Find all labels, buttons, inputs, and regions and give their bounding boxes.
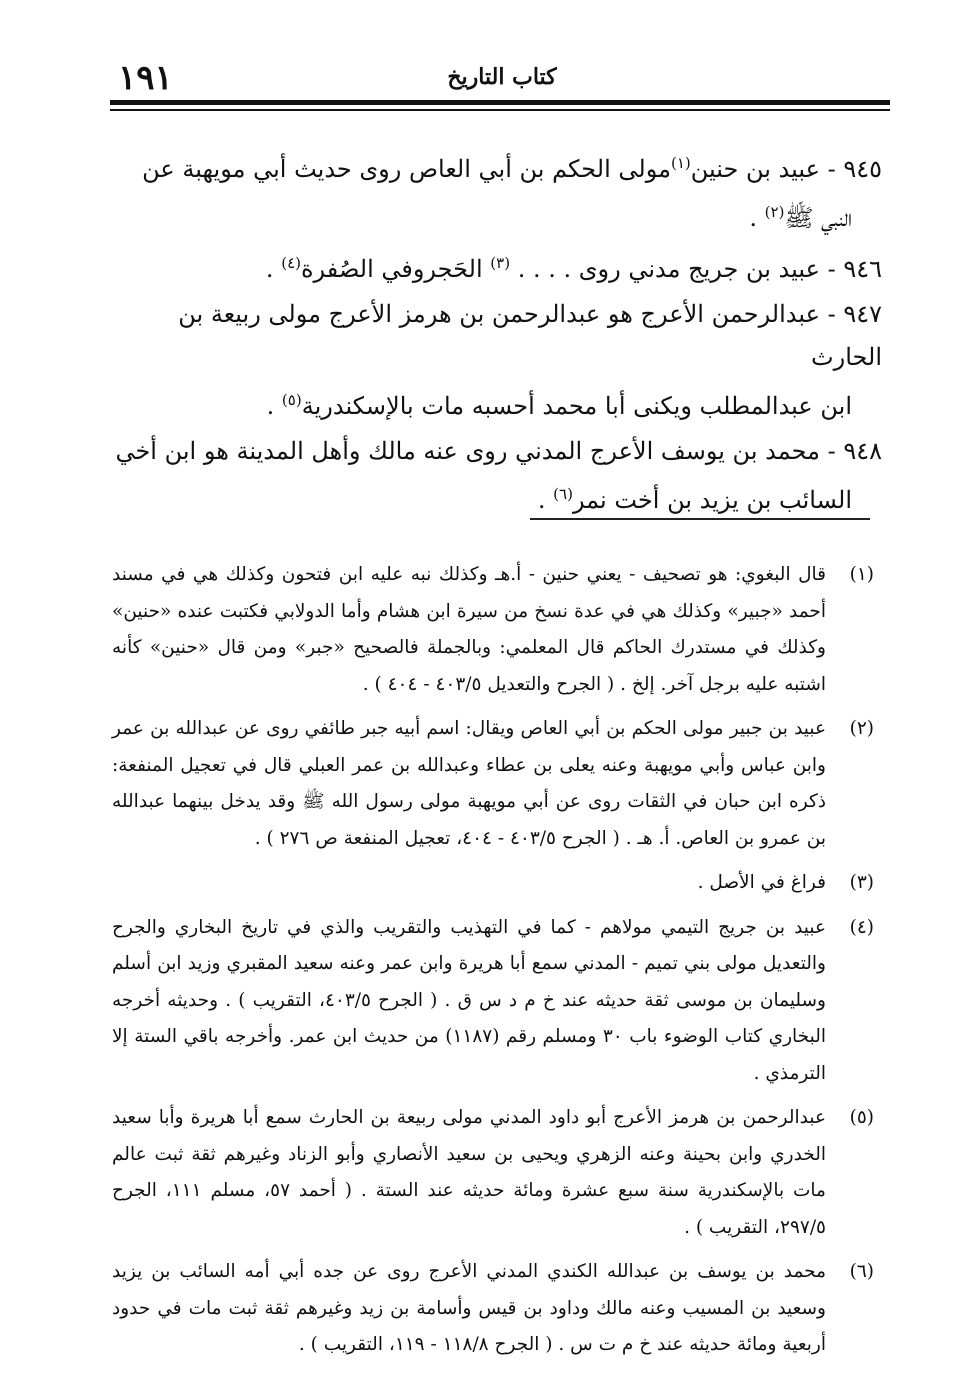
entry-text: عبدالرحمن الأعرج هو عبدالرحمن بن هرمز الأعرج مولى ربيعة بن الحارث xyxy=(178,300,882,371)
footnote-mark: (٤) xyxy=(849,916,874,938)
footnote-separator xyxy=(530,518,870,520)
entry-continuation xyxy=(112,191,882,240)
page-header xyxy=(112,58,892,98)
entry-text: محمد بن يوسف الأعرج المدني روى عنه مالك وأهل المدينة هو ابن أخي xyxy=(115,437,820,465)
footnote-ref: (٥) xyxy=(281,391,302,409)
entry-text: السائب بن يزيد بن أخت نمر xyxy=(572,486,852,514)
entry-text: مولى الحكم بن أبي العاص روى حديث أبي مويهبة عن xyxy=(142,155,671,183)
footnote-1 xyxy=(112,557,874,703)
entry-text: عبيد بن حنين xyxy=(690,155,820,183)
entry-945: ٩٤٥ - عبيد بن حنين$^{(١)}$مولى الحكم بن أبي العاص روى حديث أبي مويهبة عن النبي ﷺ$^{(٢)}$ . xyxy=(112,142,882,240)
footnote-mark: (٢) xyxy=(849,718,874,739)
running-title: كتاب التاريخ xyxy=(447,64,557,90)
footnote-ref: (٢) xyxy=(764,203,785,221)
footnote-ref: (٣) xyxy=(490,254,511,272)
footnote-mark: (٥) xyxy=(849,1107,874,1128)
footnote-text: عبدالرحمن بن هرمز الأعرج أبو داود المدني مولى ربيعة بن الحارث سمع أبا هريرة وأبا سعيد الخدري وابن بحينة وعنه الزهري ويحيى بن سعيد الأنصاري وأبو الزناد وغيرهم ثقة ثبت عالم مات بالإسكندرية سنة سبع عشرة ومائة حديثه عند الستة . ( أحمد ٥٧، مسلم ١١١، الجرح ٢٩٧/٥، التقريب ) . xyxy=(112,1107,826,1238)
footnote-text: قال البغوي: هو تصحيف - يعني حنين - أ.هـ وكذلك نبه عليه ابن فتحون وكذلك هي في مسند أحمد «جبير» وكذلك هي في عدة نسخ من سيرة ابن هشام وأما الدولابي فكتبت عنده «حنين» وكذلك في مستدرك الحاكم قال المعلمي: وبالجملة فالصحيح «جبر» ومن قال «حنين» كأنه اشتبه عليه برجل آخر. إلخ . ( الجرح والتعديل ٤٠٣/٥ - ٤٠٤ ) . xyxy=(112,564,826,695)
footnote-text: عبيد بن جريج التيمي مولاهم - كما في التهذيب والتقريب والذي في تاريخ البخاري والجرح والتعديل مولى بني تميم - المدني سمع أبا هريرة وابن عمر وعنه سعيد المقبري وزيد ابن أسلم وسليمان بن موسى ثقة حديثه عند خ م د س ق . ( الجرح ٤٠٣/٥، التقريب ) . وحديثه أخرجه البخاري كتاب الوضوء باب ٣٠ ومسلم رقم (١١٨٧) من حديث ابن عمر. وأخرجه باقي الستة إلا الترمذي . xyxy=(112,916,826,1084)
footnote-ref: (٤) xyxy=(281,254,301,272)
entry-text: ابن عبدالمطلب ويكنى أبا محمد أحسبه مات بالإسكندرية xyxy=(301,392,852,420)
entry-947: ٩٤٧ - عبدالرحمن الأعرج هو عبدالرحمن بن هرمز الأعرج مولى ربيعة بن الحارث ابن عبدالمطلب ويكنى أبا محمد أحسبه مات بالإسكندرية$^{(٥)}$ . xyxy=(112,293,882,428)
header-rule-thick xyxy=(110,100,890,105)
footnote-mark: (١) xyxy=(849,564,874,585)
entries xyxy=(112,142,882,524)
footnote-text: عبيد بن جبير مولى الحكم بن أبي العاص ويقال: اسم أبيه جبر طائفي روى عن عبدالله بن عمر وابن عباس وأبي مويهبة وعنه يعلى بن عطاء وعبدالله بن عمر العبلي قال في تعجيل المنفعة: ذكره ابن حبان في الثقات روى عن أبي مويهبة مولى رسول الله ﷺ وقد يدخل بينهما عبدالله بن عمرو بن العاص. أ. هـ . ( الجرح ٤٠٣/٥ - ٤٠٤، تعجيل المنفعة ص ٢٧٦ ) . xyxy=(112,718,826,849)
entry-end: . xyxy=(537,486,546,514)
footnote-mark: (٦) xyxy=(849,1261,874,1282)
footnote-6 xyxy=(112,1254,874,1364)
entry-continuation xyxy=(112,379,882,428)
page-number: ١٩١ xyxy=(118,58,173,98)
entry-text: عبيد بن جريج مدني روى . . . . xyxy=(517,255,820,283)
footnote-4 xyxy=(112,910,874,1093)
header-rule-thin xyxy=(110,109,890,111)
entry-end: . xyxy=(749,204,758,232)
footnotes xyxy=(112,557,874,1372)
footnote-ref: (٦) xyxy=(553,485,573,503)
entry-end: . xyxy=(266,392,275,420)
footnote-5 xyxy=(112,1100,874,1246)
entry-text: الحَجروفي الصُفرة xyxy=(300,255,483,283)
footnote-ref: (١) xyxy=(670,154,691,172)
entry-number: ٩٤٦ xyxy=(843,255,882,283)
footnote-mark: (٣) xyxy=(849,872,874,893)
footnote-text: محمد بن يوسف بن عبدالله الكندي المدني الأعرج روى عن جده أبي أمه السائب بن يزيد وسعيد بن المسيب وعنه مالك وداود بن قيس وأسامة بن زيد وغيرهم ثقة ثبت مات في حدود أربعية ومائة حديثه عند خ م ت س . ( الجرح ١١٨/٨ - ١١٩، التقريب ) . xyxy=(112,1261,826,1355)
footnote-text: فراغ في الأصل . xyxy=(697,872,826,893)
entry-number: ٩٤٨ xyxy=(843,437,882,465)
entry-948: ٩٤٨ - محمد بن يوسف الأعرج المدني روى عنه مالك وأهل المدينة هو ابن أخي السائب بن يزيد بن أخت نمر$^{(٦)}$ . xyxy=(112,430,882,522)
footnote-3 xyxy=(112,865,874,902)
entry-end: . xyxy=(265,255,274,283)
entry-number: ٩٤٥ xyxy=(843,155,882,183)
entry-number: ٩٤٧ xyxy=(843,300,882,328)
footnote-2 xyxy=(112,711,874,857)
entry-946: ٩٤٦ - عبيد بن جريج مدني روى . . . . $^{(٣)}$ الحَجروفي الصُفرة$^{(٤)}$ . xyxy=(265,254,882,283)
entry-continuation xyxy=(112,473,882,522)
entry-text: النبي ﷺ xyxy=(784,204,852,232)
